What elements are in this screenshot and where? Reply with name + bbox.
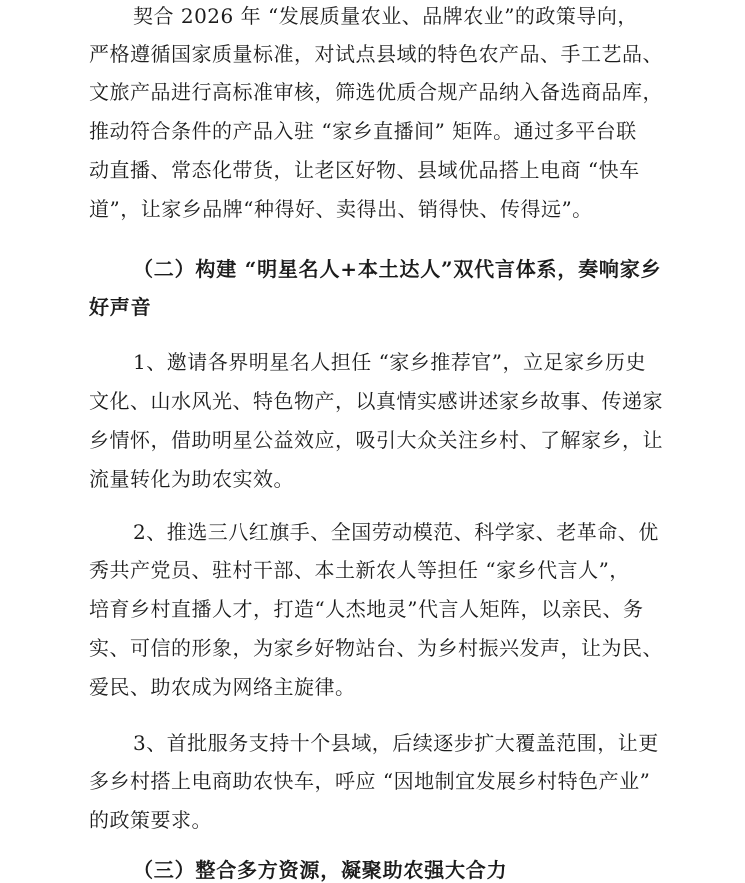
item-3-line-2: 多乡村搭上电商助农快车，呼应 “因地制宜发展乡村特色产业” [89, 769, 651, 793]
item-2-line-4: 实、可信的形象，为家乡好物站台、为乡村振兴发声，让为民、 [89, 636, 663, 660]
item-1-line-1: 1、邀请各界明星名人担任 “家乡推荐官”，立足家乡历史 [133, 350, 647, 374]
paragraph-1-line-5: 动直播、常态化带货，让老区好物、县域优品搭上电商 “快车 [89, 158, 640, 182]
item-2-line-1: 2、推选三八红旗手、全国劳动模范、科学家、老革命、优 [133, 520, 659, 544]
item-3-line-3: 的政策要求。 [89, 808, 212, 832]
item-2-line-3: 培育乡村直播人才，打造“人杰地灵”代言人矩阵，以亲民、务 [89, 597, 644, 621]
item-1-line-4: 流量转化为助农实效。 [89, 467, 294, 491]
section-heading-3: （三）整合多方资源，凝聚助农强大合力 [133, 858, 508, 882]
paragraph-1-line-1: 契合 2026 年 “发展质量农业、品牌农业”的政策导向， [133, 4, 638, 28]
item-2-line-5: 爱民、助农成为网络主旋律。 [89, 675, 356, 699]
section-heading-2-line-1: （二）构建 “明星名人+本土达人”双代言体系，奏响家乡 [133, 257, 662, 281]
paragraph-1-line-2: 严格遵循国家质量标准，对试点县域的特色农产品、手工艺品、 [89, 42, 663, 66]
item-1-line-2: 文化、山水风光、特色物产，以真情实感讲述家乡故事、传递家 [89, 389, 663, 413]
paragraph-1-line-6: 道”，让家乡品牌“种得好、卖得出、销得快、传得远”。 [89, 197, 593, 221]
paragraph-1-line-4: 推动符合条件的产品入驻 “家乡直播间” 矩阵。通过多平台联 [89, 119, 637, 143]
item-2-line-2: 秀共产党员、驻村干部、本土新农人等担任 “家乡代言人”， [89, 558, 630, 582]
paragraph-1-line-3: 文旅产品进行高标准审核，筛选优质合规产品纳入备选商品库， [89, 80, 663, 104]
section-heading-2-line-2: 好声音 [89, 295, 152, 319]
item-3-line-1: 3、首批服务支持十个县域，后续逐步扩大覆盖范围，让更 [133, 731, 659, 755]
item-1-line-3: 乡情怀，借助明星公益效应，吸引大众关注乡村、了解家乡，让 [89, 428, 663, 452]
